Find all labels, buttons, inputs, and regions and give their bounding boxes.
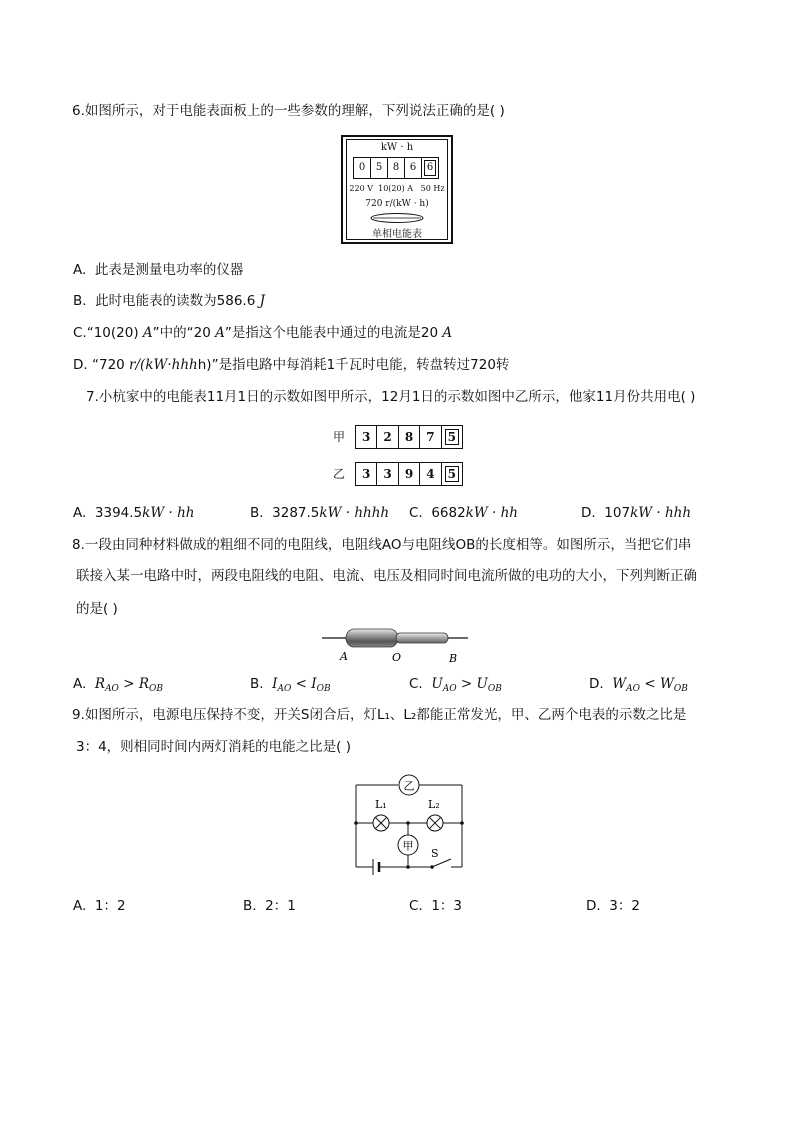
q8-stem-line-1: 8.一段由同种材料做成的粗细不同的电阻线，电阻线AO与电阻线OB的长度相等。如图所示，当把它们串 bbox=[72, 537, 692, 553]
q6-meter-digit: 0 bbox=[354, 158, 371, 178]
q6-option-b-text: 此时电能表的读数为586.6 bbox=[95, 293, 256, 309]
q8-option-c-op: > bbox=[456, 676, 477, 692]
q6-option-d-unit: r/(kW·hhh bbox=[129, 357, 198, 373]
q8-option-d-var: W bbox=[612, 676, 627, 692]
q7-option-c bbox=[409, 503, 518, 523]
q6-meter-disc-icon bbox=[369, 212, 425, 224]
q7-digit: 4 bbox=[420, 463, 441, 485]
q6-option-d bbox=[73, 355, 509, 375]
q9-switch-icon bbox=[432, 859, 451, 867]
q6-meter-digit: 8 bbox=[388, 158, 405, 178]
q7-row-a-digits bbox=[355, 425, 463, 449]
q6-option-a-label: A. bbox=[73, 262, 87, 278]
q9-lamp-l2-label: L₂ bbox=[428, 798, 440, 811]
q8-option-a-sub: AO bbox=[105, 684, 119, 694]
q6-option-b-label: B. bbox=[73, 293, 87, 309]
q8-option-a bbox=[73, 674, 163, 699]
q6-stem: 6.如图所示，对于电能表面板上的一些参数的理解，下列说法正确的是( ) bbox=[72, 103, 505, 119]
q7-option-b-value: 3287.5 bbox=[272, 505, 320, 521]
q8-option-c bbox=[409, 674, 502, 699]
q7-row-a-label: 甲 bbox=[333, 430, 346, 444]
q8-option-a-label: A. bbox=[73, 676, 87, 692]
q6-option-c bbox=[73, 323, 452, 343]
q7-digit: 3 bbox=[356, 463, 377, 485]
q8-option-c-label: C. bbox=[409, 676, 423, 692]
q8-option-b bbox=[250, 674, 331, 699]
q9-option-c-label: C. bbox=[409, 898, 423, 914]
q8-option-b-var: I bbox=[311, 676, 317, 692]
q7-option-a bbox=[73, 503, 194, 523]
q8-option-b-sub: AO bbox=[277, 684, 292, 694]
q6-option-b bbox=[73, 291, 265, 311]
q9-option-b bbox=[243, 896, 296, 916]
q6-meter-figure bbox=[341, 135, 453, 244]
q9-option-a-label: A. bbox=[73, 898, 87, 914]
q6-option-a bbox=[73, 260, 243, 280]
q7-option-a-label: A. bbox=[73, 505, 87, 521]
q7-option-b-unit: kW · hhhh bbox=[319, 505, 390, 521]
q8-option-d-label: D. bbox=[589, 676, 604, 692]
q6-option-c-unit: A bbox=[442, 325, 453, 341]
q8-option-a-sub: OB bbox=[149, 684, 164, 694]
q8-option-d-op: < bbox=[640, 676, 660, 692]
q7-option-a-unit: kW · hh bbox=[142, 505, 195, 521]
q8-option-a-op: > bbox=[118, 676, 139, 692]
q9-option-b-text: 2：1 bbox=[265, 898, 296, 914]
q8-thick-wire bbox=[346, 629, 398, 647]
q6-option-c-text: ”中的“20 bbox=[152, 325, 211, 341]
q9-option-a-text: 1：2 bbox=[94, 898, 126, 914]
q9-option-a bbox=[73, 896, 126, 916]
q8-option-d-var: W bbox=[659, 676, 674, 692]
q8-option-a-var: R bbox=[94, 676, 106, 692]
q8-option-a-var: R bbox=[138, 676, 150, 692]
q8-thin-wire bbox=[396, 633, 448, 643]
q6-option-d-label: D. bbox=[73, 357, 88, 373]
q8-option-d-sub: OB bbox=[673, 684, 688, 694]
q9-option-d bbox=[586, 896, 640, 916]
q8-option-b-op: < bbox=[291, 676, 312, 692]
q6-meter-unit: kW · h bbox=[380, 142, 414, 153]
q8-option-b-var: I bbox=[272, 676, 278, 692]
q6-option-c-text: “10(20) bbox=[86, 325, 139, 341]
q6-meter-digit: 5 bbox=[371, 158, 388, 178]
q6-meter-digit: 6 bbox=[405, 158, 422, 178]
q6-option-c-text: ”是指这个电能表中通过的电流是20 bbox=[224, 325, 439, 341]
q7-option-b bbox=[250, 503, 389, 523]
q9-option-d-text: 3：2 bbox=[609, 898, 640, 914]
q6-option-b-unit: J bbox=[259, 293, 266, 309]
q9-switch-label: S bbox=[431, 847, 439, 860]
q9-option-c bbox=[409, 896, 462, 916]
q8-wire-figure bbox=[320, 624, 475, 666]
q7-digit: 3 bbox=[356, 426, 377, 448]
q8-option-b-label: B. bbox=[250, 676, 264, 692]
q7-decimal-cell bbox=[442, 426, 462, 448]
q7-option-c-value: 6682 bbox=[431, 505, 466, 521]
q8-option-c-sub: AO bbox=[442, 684, 457, 694]
q6-meter-decimal-cell bbox=[422, 158, 438, 178]
q7-option-a-value: 3394.5 bbox=[94, 505, 143, 521]
q7-option-d bbox=[581, 503, 691, 523]
q8-stem-line-3: 的是( ) bbox=[76, 601, 118, 617]
q6-meter-digits bbox=[353, 157, 439, 179]
q8-option-d-sub: AO bbox=[626, 684, 641, 694]
q7-decimal-cell bbox=[442, 463, 462, 485]
q6-option-a-text: 此表是测量电功率的仪器 bbox=[94, 262, 244, 278]
q9-lamp-l1-label: L₁ bbox=[375, 798, 387, 811]
q9-option-c-text: 1：3 bbox=[431, 898, 462, 914]
q7-option-d-unit: kW · hhh bbox=[630, 505, 692, 521]
q9-meter-jia-label: 甲 bbox=[402, 839, 414, 853]
q8-label-b: B bbox=[449, 652, 458, 665]
q7-option-d-value: 107 bbox=[604, 505, 631, 521]
q7-digit: 5 bbox=[445, 429, 459, 445]
q9-option-b-label: B. bbox=[243, 898, 257, 914]
q7-stem: 7.小杭家中的电能表11月1日的示数如图甲所示，12月1日的示数如图中乙所示，他家11月份共用电( ) bbox=[86, 389, 696, 405]
q9-meter-yi-label: 乙 bbox=[403, 779, 415, 793]
q6-option-d-text: h)”是指电路中每消耗1千瓦时电能，转盘转过720转 bbox=[197, 357, 510, 373]
q9-option-d-label: D. bbox=[586, 898, 601, 914]
q6-option-d-text: “720 bbox=[91, 357, 125, 373]
q8-option-b-sub: OB bbox=[316, 684, 331, 694]
q6-meter-rev: 720 r/(kW · h) bbox=[365, 199, 429, 209]
q7-option-c-label: C. bbox=[409, 505, 423, 521]
q7-digit: 2 bbox=[377, 426, 398, 448]
q6-option-c-label: C. bbox=[73, 325, 87, 341]
q8-stem-line-2: 联接入某一电路中时，两段电阻线的电阻、电流、电压及相同时间电流所做的电功的大小，下列判断正确 bbox=[76, 568, 697, 584]
q6-meter-spec: 220 V 10(20) A 50 Hz bbox=[349, 184, 445, 193]
q7-digit: 5 bbox=[445, 466, 459, 482]
q9-stem-line-2: 3：4，则相同时间内两灯消耗的电能之比是( ) bbox=[76, 739, 352, 755]
q6-option-c-unit: A bbox=[215, 325, 225, 341]
q8-option-c-sub: OB bbox=[487, 684, 502, 694]
q7-digit: 3 bbox=[377, 463, 398, 485]
q6-meter-digit: 6 bbox=[424, 160, 436, 176]
q7-option-b-label: B. bbox=[250, 505, 264, 521]
q9-stem-line-1: 9.如图所示，电源电压保持不变，开关S闭合后，灯L₁、L₂都能正常发光，甲、乙两个电表的示数之比是 bbox=[72, 707, 687, 723]
q7-digit: 7 bbox=[420, 426, 441, 448]
q7-row-b-label: 乙 bbox=[333, 467, 346, 481]
q9-circuit-figure bbox=[348, 770, 474, 880]
q6-option-c-unit: A bbox=[142, 325, 153, 341]
q8-option-c-var: U bbox=[431, 676, 443, 692]
q7-option-c-unit: kW · hh bbox=[465, 505, 518, 521]
q8-label-o: O bbox=[392, 651, 402, 664]
q8-label-a: A bbox=[340, 650, 348, 663]
q8-option-d bbox=[589, 674, 688, 699]
q7-option-d-label: D. bbox=[581, 505, 596, 521]
q8-option-c-var: U bbox=[476, 676, 488, 692]
q7-digit: 8 bbox=[399, 426, 420, 448]
q7-digit: 9 bbox=[399, 463, 420, 485]
q6-meter-name: 单相电能表 bbox=[372, 229, 422, 240]
q7-row-b-digits bbox=[355, 462, 463, 486]
